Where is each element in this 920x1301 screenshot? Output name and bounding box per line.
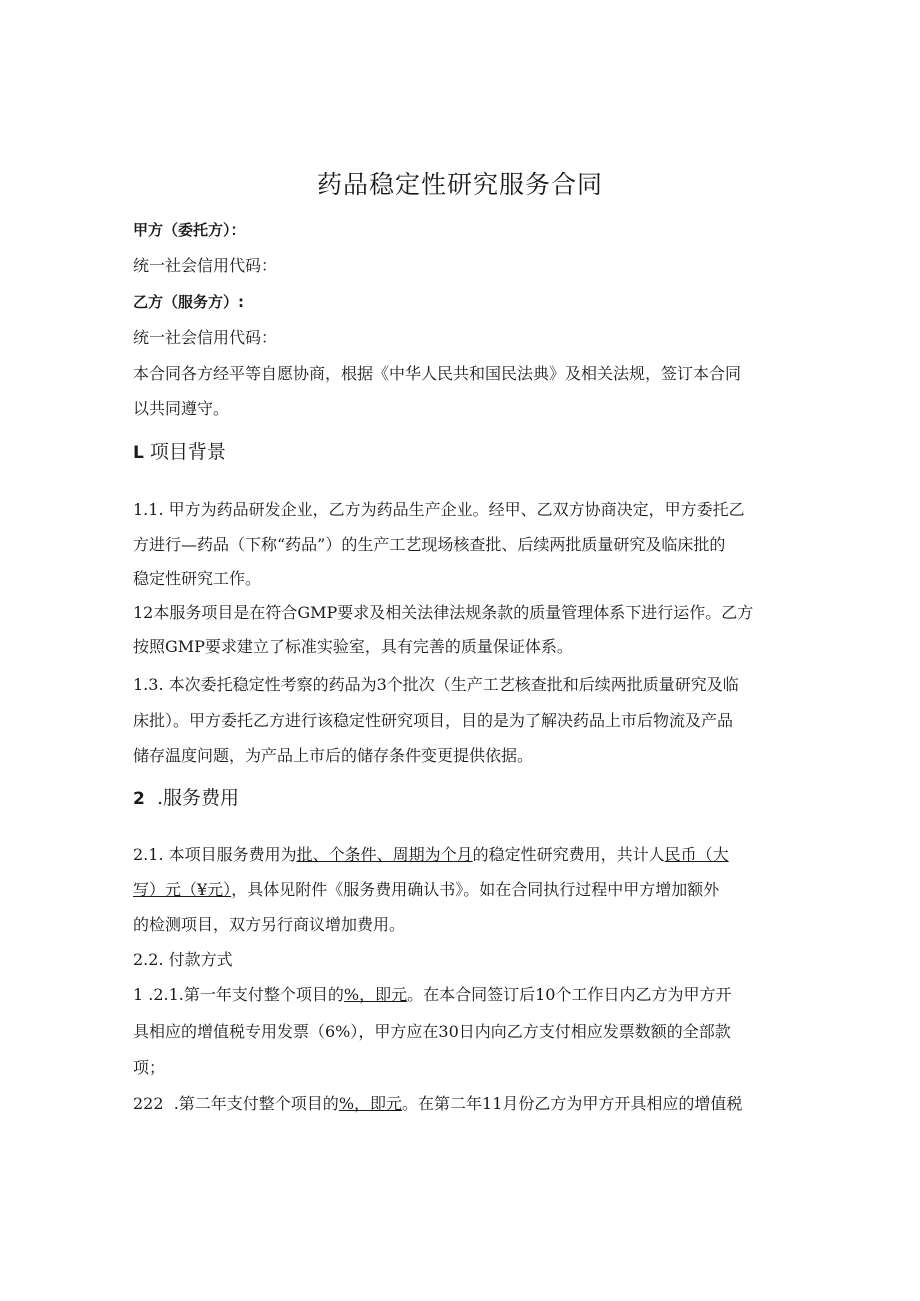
party-b-label: 乙方（服务方）: [133, 293, 244, 311]
clause-2-2-2-text-a: 222 .第二年支付整个项目的 [133, 1094, 339, 1113]
clause-2-1-text-a: 2.1. 本项目服务费用为 [133, 845, 297, 864]
clause-2-1-line-2 [133, 880, 719, 900]
clause-2-2-1-line-3: 项； [133, 1058, 166, 1077]
clause-2-2-1-line-1 [133, 985, 731, 1005]
clause-1-3-line-3: 储存温度问题，为产品上市后的储存条件变更提供依据。 [133, 746, 534, 765]
clause-2-1-line-1 [133, 845, 729, 865]
document-title: 药品稳定性研究服务合同 [316, 170, 603, 199]
clause-1-1-line-3: 稳定性研究工作。 [133, 569, 262, 588]
section-2-heading [133, 786, 239, 811]
section-1-number: L [133, 443, 144, 463]
clause-2-1-text-c: 的稳定性研究费用，共计人 [472, 845, 665, 864]
clause-1-3-line-2: 床批）。甲方委托乙方进行该稳定性研究项目，目的是为了解决药品上市后物流及产品 [133, 711, 734, 730]
clause-1-3-line-1: 1.3. 本次委托稳定性考察的药品为3个批次（生产工艺核查批和后续两批质量研究及临 [133, 675, 739, 694]
clause-2-2-2-line-1 [133, 1094, 742, 1114]
clause-2-1-blank-amount: 民币（大 [664, 845, 729, 864]
clause-2-2-1-text-a: 1 .2.1.第一年支付整个项目的 [133, 985, 344, 1004]
section-1-title: 项目背景 [149, 441, 226, 463]
clause-2-2-2-text-c: 。在第二年11月份乙方为甲方开具相应的增值税 [402, 1094, 743, 1113]
clause-2-2-2-blank: %，即元 [338, 1094, 403, 1113]
party-b-credit-code: 统一社会信用代码： [133, 328, 278, 347]
clause-2-1-blank-scope: 批、个条件、周期为个月 [296, 845, 473, 864]
intro-line-2: 以共同遵守。 [133, 399, 230, 418]
clause-1-1-line-1: 1.1. 甲方为药品研发企业，乙方为药品生产企业。经甲、乙双方协商决定，甲方委托乙 [133, 500, 745, 519]
intro-line-1: 本合同各方经平等自愿协商，根据《中华人民共和国民法典》及相关法规，签订本合同 [133, 364, 742, 383]
clause-1-2-line-1: 12本服务项目是在符合GMP要求及相关法律法规条款的质量管理体系下进行运作。乙方 [133, 603, 754, 622]
section-2-number: 2 [133, 789, 145, 809]
clause-1-1-line-2: 方进行—药品（下称“药品”）的生产工艺现场核查批、后续两批质量研究及临床批的 [133, 535, 726, 554]
clause-2-1-line-3: 的检测项目，双方另行商议增加费用。 [133, 915, 406, 934]
clause-2-2-heading: 2.2. 付款方式 [133, 950, 233, 969]
clause-2-2-1-text-c: 。在本合同签订后10个工作日内乙方为甲方开 [407, 985, 732, 1004]
clause-1-2-line-2: 按照GMP要求建立了标准实验室，具有完善的质量保证体系。 [133, 637, 573, 656]
clause-2-1-blank-amount-cont: 写）元（¥元） [133, 880, 232, 899]
clause-2-1-text-f: ，具体见附件《服务费用确认书》。如在合同执行过程中甲方增加额外 [231, 880, 720, 899]
section-1-heading [133, 440, 226, 465]
section-2-title: .服务费用 [156, 787, 239, 809]
clause-2-2-1-line-2: 具相应的增值税专用发票（6%），甲方应在30日内向乙方支付相应发票数额的全部款 [133, 1022, 731, 1041]
clause-2-2-1-blank: %，即元 [343, 985, 408, 1004]
party-a-credit-code: 统一社会信用代码： [133, 256, 278, 275]
party-a-label: 甲方（委托方）： [133, 221, 246, 239]
